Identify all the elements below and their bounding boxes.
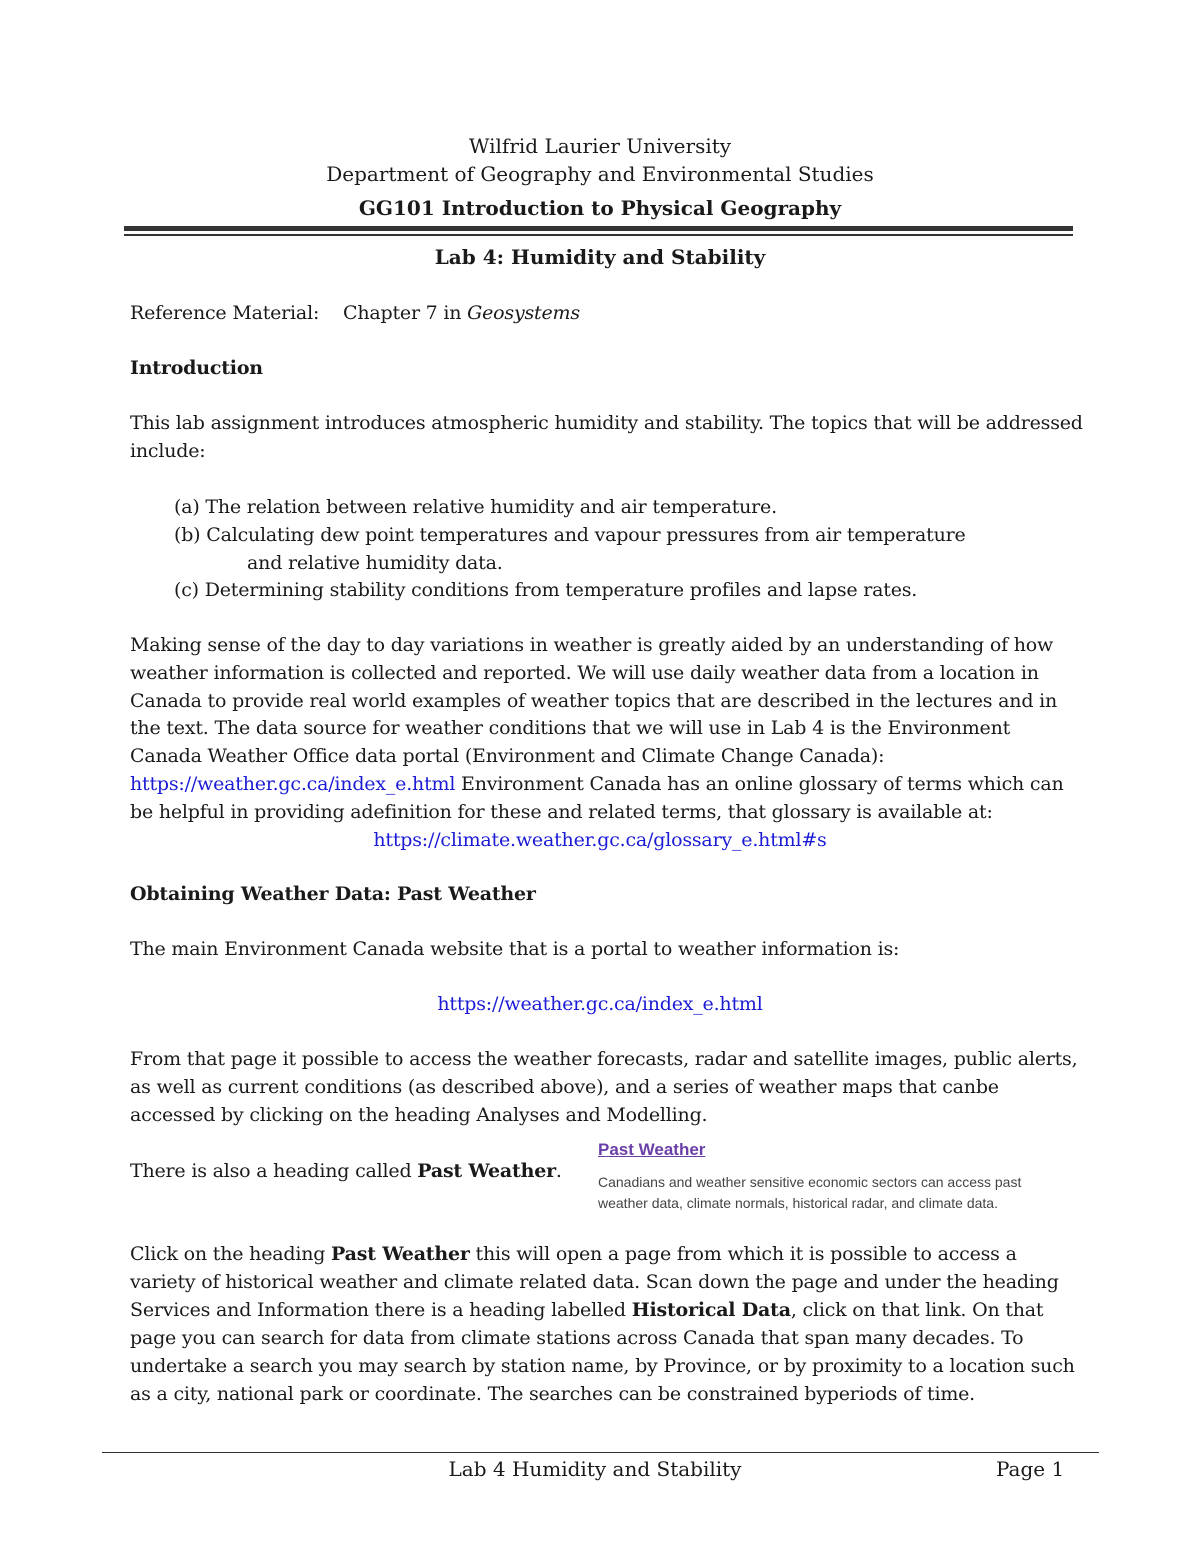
- section2-line-2: as well as current conditions (as described above), and a series of weather maps that canbe: [130, 1076, 999, 1098]
- past-weather-snippet-text: Canadians and weather sensitive economic sectors can access past weather data, climate normals, historical radar, and climate data.: [598, 1174, 1022, 1211]
- footer-page-number: Page 1: [996, 1457, 1065, 1481]
- past-weather-mention-post: .: [555, 1160, 562, 1182]
- reference-chapter: Chapter 7 in: [343, 302, 468, 324]
- section2-line-1: From that page it possible to access the weather forecasts, radar and satellite images, public alerts,: [130, 1048, 1078, 1070]
- para3-line-4: page you can search for data from climate stations across Canada that span many decades. To: [130, 1327, 1024, 1349]
- topic-item-a: (a) The relation between relative humidity and air temperature.: [174, 496, 777, 518]
- para3-line-2: variety of historical weather and climate related data. Scan down the page and under the heading: [130, 1271, 1059, 1293]
- para2-line-4: the text. The data source for weather conditions that we will use in Lab 4 is the Environment: [130, 717, 1011, 739]
- section2-line-3: accessed by clicking on the heading Analyses and Modelling.: [130, 1104, 708, 1126]
- past-weather-snippet: [594, 1138, 1044, 1238]
- para2-line-5: Canada Weather Office data portal (Environment and Climate Change Canada):: [130, 745, 885, 767]
- introduction-heading: Introduction: [130, 357, 263, 379]
- header-rule-thin: [124, 234, 1073, 236]
- para3-line-5: undertake a search you may search by station name, by Province, or by proximity to a location such: [130, 1355, 1075, 1377]
- reference-label: Reference Material:: [130, 302, 320, 324]
- past-weather-mention-bold: Past Weather: [417, 1160, 556, 1182]
- portal-intro: The main Environment Canada website that is a portal to weather information is:: [130, 938, 900, 960]
- university-name: Wilfrid Laurier University: [468, 134, 732, 158]
- footer-rule: [102, 1452, 1099, 1453]
- topic-item-b: (b) Calculating dew point temperatures and vapour pressures from air temperature: [174, 524, 966, 546]
- para3-l1-post: this will open a page from which it is possible to access a: [469, 1243, 1017, 1265]
- intro-line-1: This lab assignment introduces atmospheric humidity and stability. The topics that will be addressed: [130, 412, 1083, 434]
- para3-l1-bold: Past Weather: [331, 1243, 470, 1265]
- past-weather-section-heading: Obtaining Weather Data: Past Weather: [130, 883, 536, 905]
- past-weather-snippet-link[interactable]: Past Weather: [598, 1140, 706, 1159]
- glossary-link[interactable]: https://climate.weather.gc.ca/glossary_e.html#s: [373, 829, 827, 851]
- para2-line-1: Making sense of the day to day variations in weather is greatly aided by an understanding of how: [130, 634, 1054, 656]
- glossary-intro: Environment Canada has an online glossary of terms which can: [455, 773, 1064, 795]
- para2-line-7: be helpful in providing adefinition for these and related terms, that glossary is available at:: [130, 801, 993, 823]
- para3-line-1: [130, 1240, 1017, 1268]
- intro-line-2: include:: [130, 440, 206, 462]
- para3-l3-post: , click on that link. On that: [790, 1299, 1044, 1321]
- past-weather-mention: [130, 1157, 562, 1185]
- para3-l3-bold: Historical Data: [631, 1299, 791, 1321]
- portal-link[interactable]: https://weather.gc.ca/index_e.html: [437, 993, 763, 1015]
- weather-office-link[interactable]: https://weather.gc.ca/index_e.html: [130, 773, 456, 795]
- para3-l3-pre: Services and Information there is a heading labelled: [130, 1299, 632, 1321]
- para3-line-3: [130, 1296, 1043, 1324]
- topic-item-b-cont: and relative humidity data.: [212, 552, 503, 574]
- course-title: GG101 Introduction to Physical Geography: [358, 196, 842, 220]
- topic-item-c: (c) Determining stability conditions from temperature profiles and lapse rates.: [174, 579, 918, 601]
- para2-line-3: Canada to provide real world examples of weather topics that are described in the lectures and in: [130, 690, 1058, 712]
- department-name: Department of Geography and Environmental Studies: [326, 162, 874, 186]
- past-weather-mention-pre: There is also a heading called: [130, 1160, 418, 1182]
- header-rule-thick: [124, 226, 1073, 231]
- lab-title: Lab 4: Humidity and Stability: [434, 245, 766, 269]
- reference-text: [343, 299, 580, 327]
- para2-line-6: [130, 770, 1064, 798]
- reference-book: Geosystems: [467, 302, 580, 324]
- para3-line-6: as a city, national park or coordinate. The searches can be constrained byperiods of time.: [130, 1383, 976, 1405]
- para2-line-2: weather information is collected and reported. We will use daily weather data from a location in: [130, 662, 1039, 684]
- footer-title: Lab 4 Humidity and Stability: [448, 1457, 742, 1481]
- para3-l1-pre: Click on the heading: [130, 1243, 332, 1265]
